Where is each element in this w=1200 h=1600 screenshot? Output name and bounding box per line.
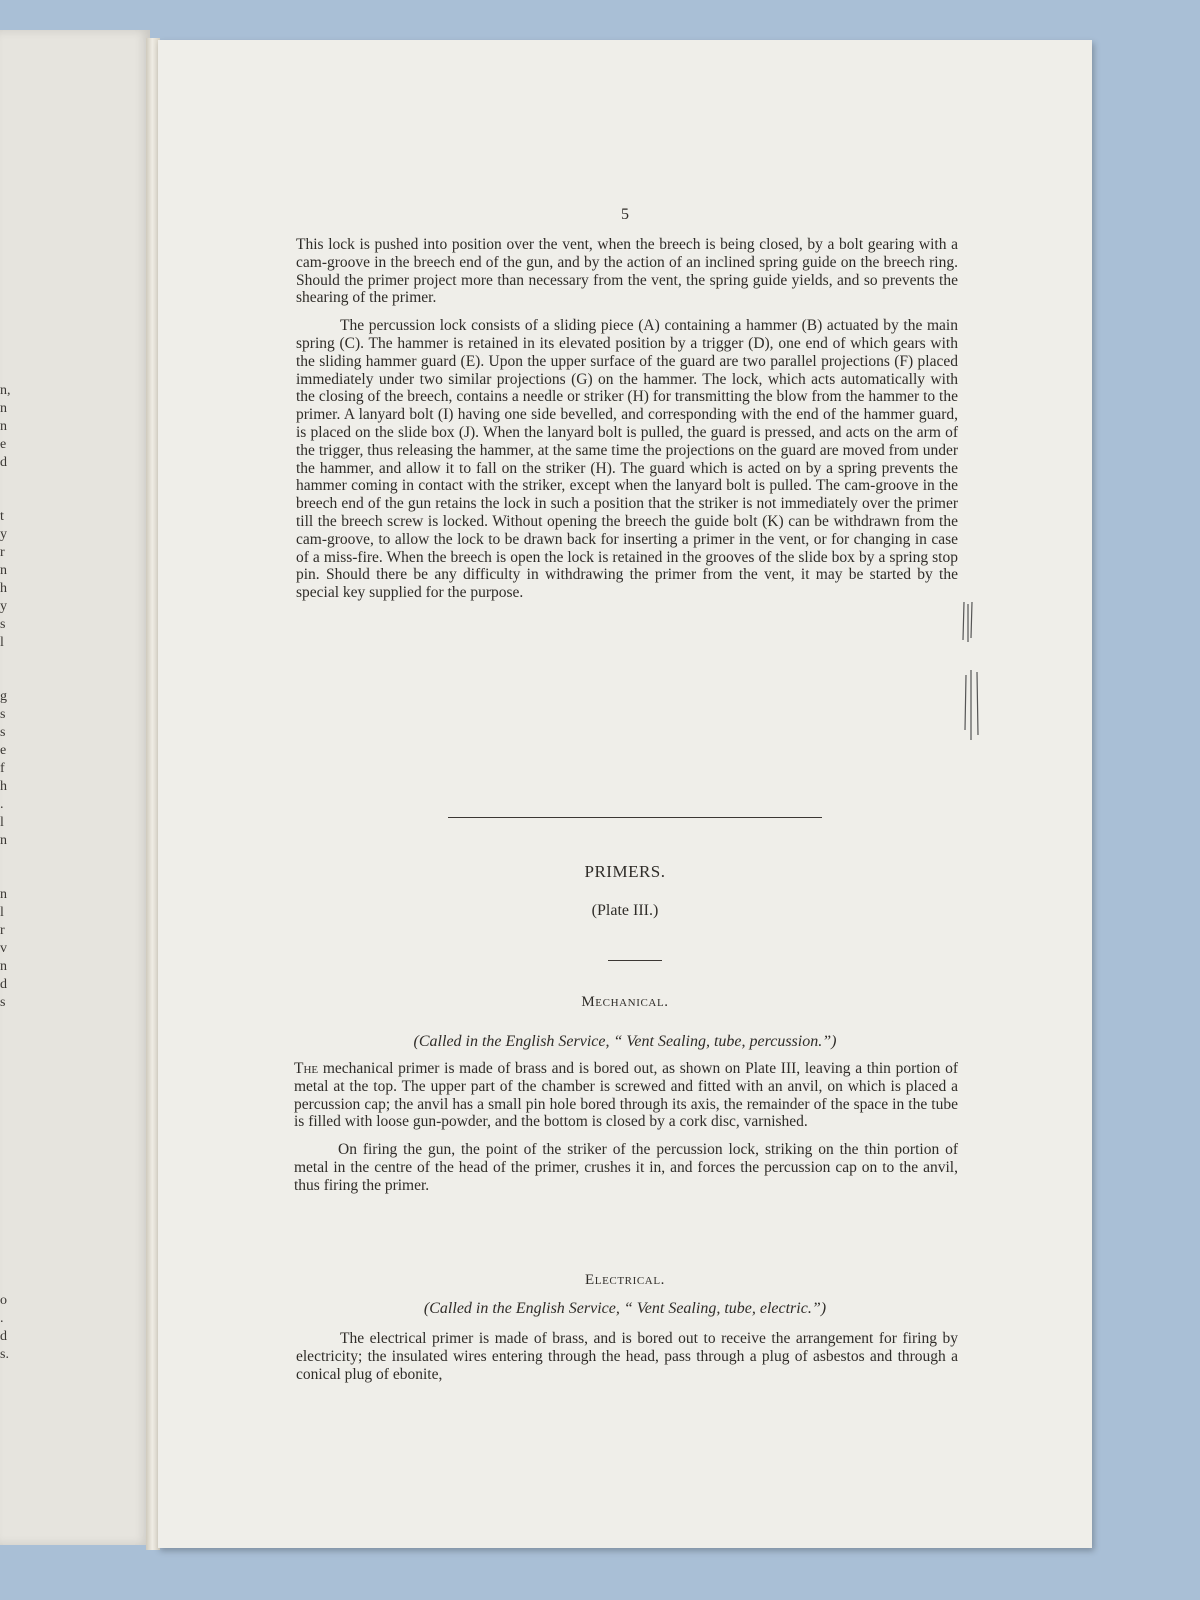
left-margin-fragment: n bbox=[0, 833, 7, 848]
short-divider bbox=[608, 960, 662, 961]
left-margin-fragment: d bbox=[0, 455, 7, 470]
left-margin-fragment: r bbox=[0, 923, 5, 938]
paragraph-firing-mechanical: On firing the gun, the point of the striker of the percussion lock, striking on the thin portion of metal in the centre of the head of the primer, crushes it in, and forces the percussion cap on to the anvil, thus firing the primer. bbox=[294, 1141, 958, 1194]
left-margin-fragment: s bbox=[0, 707, 6, 722]
left-margin-fragment: n bbox=[0, 959, 7, 974]
left-margin-fragment: n bbox=[0, 419, 7, 434]
paragraph-mechanical-primer-rest: mechanical primer is made of brass and is bored out, as shown on Plate III, leaving a thin portion of metal at the top. The upper part of the chamber is screwed and fitted with an anvil, on which is placed a percussion cap; the anvil has a small pin hole bored through its axis, the remainder of the space in the tube is filled with loose gun-powder, and the bottom is closed by a cork disc, varnished. bbox=[294, 1060, 958, 1131]
mechanical-text bbox=[294, 1060, 958, 1205]
left-margin-fragment: l bbox=[0, 905, 4, 920]
page-number: 5 bbox=[621, 206, 629, 223]
left-margin-fragment: l bbox=[0, 815, 4, 830]
paragraph-mechanical-primer bbox=[294, 1060, 958, 1131]
left-margin-fragment: f bbox=[0, 761, 5, 776]
paragraph-lock-position: This lock is pushed into position over the vent, when the breech is being closed, by a bolt gearing with a cam-groove in the breech end of the gun, and by the action of an inclined spring guide on the breech ring. Should the primer project more than necessary from the vent, the spring guide yields, and so prevents the shearing of the primer. bbox=[296, 236, 958, 307]
right-page bbox=[158, 40, 1092, 1548]
plate-reference: (Plate III.) bbox=[591, 902, 659, 919]
upper-body-text bbox=[296, 236, 958, 612]
pencil-margin-marks bbox=[958, 600, 998, 750]
left-margin-fragment: y bbox=[0, 527, 7, 542]
paragraph-electrical-primer: The electrical primer is made of brass, and is bored out to receive the arrangement for firing by electricity; the insulated wires entering through the head, pass through a plug of asbestos and through a conical plug of ebonite, bbox=[296, 1330, 958, 1383]
left-margin-fragment: s bbox=[0, 725, 6, 740]
left-margin-fragment: n bbox=[0, 563, 7, 578]
electrical-note: (Called in the English Service, “ Vent Sealing, tube, electric.”) bbox=[423, 1300, 827, 1317]
mechanical-note: (Called in the English Service, “ Vent Sealing, tube, percussion.”) bbox=[413, 1033, 837, 1050]
left-margin-fragment: g bbox=[0, 689, 7, 704]
left-margin-fragment: h bbox=[0, 581, 7, 596]
left-margin-fragment: r bbox=[0, 545, 5, 560]
electrical-heading: Electrical. bbox=[584, 1272, 665, 1288]
left-margin-fragment: y bbox=[0, 599, 7, 614]
left-margin-fragment: v bbox=[0, 941, 7, 956]
left-page bbox=[0, 30, 150, 1545]
lead-word: The bbox=[294, 1060, 319, 1077]
left-margin-fragment: n bbox=[0, 887, 7, 902]
mechanical-heading: Mechanical. bbox=[581, 994, 669, 1010]
left-margin-fragment: . bbox=[0, 1311, 4, 1326]
left-margin-fragment: l bbox=[0, 635, 4, 650]
left-margin-fragment: d bbox=[0, 1329, 7, 1344]
left-margin-fragment: n bbox=[0, 401, 7, 416]
left-margin-fragment: n, bbox=[0, 383, 11, 398]
left-margin-fragment: s. bbox=[0, 1347, 9, 1362]
section-divider bbox=[448, 817, 822, 818]
left-margin-fragment: d bbox=[0, 977, 7, 992]
left-margin-fragment: s bbox=[0, 617, 6, 632]
left-margin-fragment: o bbox=[0, 1293, 7, 1308]
left-margin-fragment: t bbox=[0, 509, 4, 524]
left-margin-fragment: s bbox=[0, 995, 6, 1010]
left-margin-fragment: h bbox=[0, 779, 7, 794]
left-margin-fragment: e bbox=[0, 743, 7, 758]
left-margin-fragment: . bbox=[0, 797, 4, 812]
paragraph-percussion-lock: The percussion lock consists of a sliding piece (A) containing a hammer (B) actuated by the main spring (C). The hammer is retained in its elevated position by a trigger (D), one end of which gears with the sliding hammer guard (E). Upon the upper surface of the guard are two parallel projections (F) placed immediately under two similar projections (G) on the hammer. The lock, which acts automatically with the closing of the breech, contains a needle or striker (H) for transmitting the blow from the hammer to the primer. A lanyard bolt (I) having one side bevelled, and corresponding with the end of the hammer guard, is placed on the slide box (J). When the lanyard bolt is pulled, the guard is pressed, and acts on the arm of the trigger, thus releasing the hammer, at the same time the projections on the guard are moved from under the hammer, and allow it to fall on the striker (H). The guard which is acted on by a spring prevents the hammer coming in contact with the striker, except when the lanyard bolt is pulled. The cam-groove in the breech end of the gun retains the lock in such a position that the striker is not immediately over the primer till the breech screw is locked. Without opening the breech the guide bolt (K) can be withdrawn from the cam-groove, to allow the lock to be drawn back for inserting a primer in the vent, or for changing in case of a miss-fire. When the breech is open the lock is retained in the grooves of the slide box by a spring stop pin. Should there be any difficulty in withdrawing the primer from the vent, it may be started by the special key supplied for the purpose. bbox=[296, 317, 958, 602]
section-title: PRIMERS. bbox=[584, 862, 666, 881]
electrical-text bbox=[296, 1330, 958, 1383]
left-margin-fragment: e bbox=[0, 437, 7, 452]
